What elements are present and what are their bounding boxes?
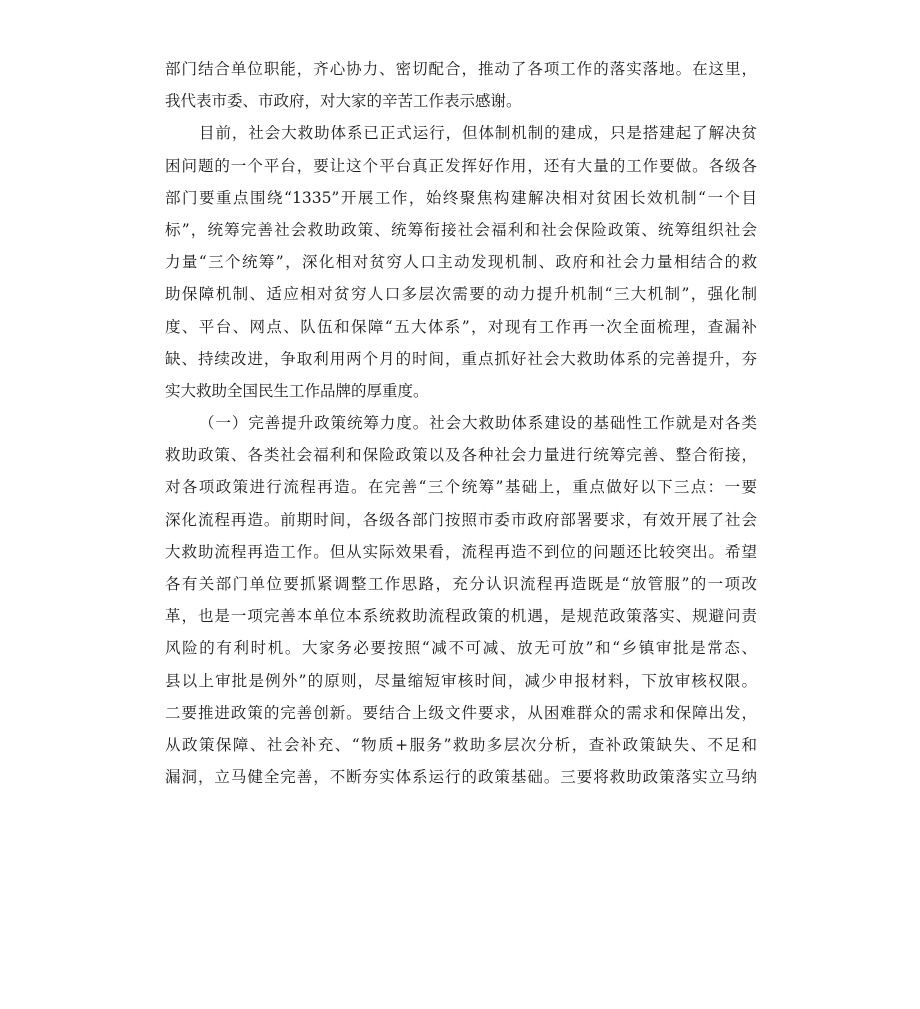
text-line: 助保障机制、适应相对贫穷人口多层次需要的动力提升机制“三大机制”，强化制 bbox=[165, 285, 757, 304]
text-line: 救助政策、各类社会福利和保险政策以及各种社会力量进行统筹完善、整合衔接， bbox=[165, 446, 757, 465]
text-line: 各有关部门单位要抓紧调整工作思路，充分认识流程再造既是“放管服”的一项改 bbox=[165, 575, 757, 593]
body-text bbox=[165, 53, 757, 793]
text-line: 深化流程再造。前期时间，各级各部门按照市委市政府部署要求，有效开展了社会 bbox=[165, 510, 757, 529]
text-line: 大救助流程再造工作。但从实际效果看，流程再造不到位的问题还比较突出。希望 bbox=[165, 542, 757, 561]
text-line: 标”，统筹完善社会救助政策、统筹衔接社会福利和社会保险政策、统筹组织社会 bbox=[165, 220, 757, 239]
text-line: 漏洞，立马健全完善，不断夯实体系运行的政策基础。三要将救助政策落实立马纳 bbox=[165, 768, 757, 787]
text-line: 革，也是一项完善本单位本系统救助流程政策的机遇，是规范政策落实、规避问责 bbox=[165, 607, 757, 626]
text-line: 对各项政策进行流程再造。在完善“三个统筹”基础上，重点做好以下三点：一要 bbox=[165, 478, 757, 497]
text-line: 二要推进政策的完善创新。要结合上级文件要求，从困难群众的需求和保障出发， bbox=[165, 703, 757, 722]
text-line: 从政策保障、社会补充、“物质+服务”救助多层次分析，查补政策缺失、不足和 bbox=[165, 735, 757, 754]
text-line: 力量“三个统筹”，深化相对贫穷人口主动发现机制、政府和社会力量相结合的救 bbox=[165, 253, 757, 272]
paragraph-start-line: 目前，社会大救助体系已正式运行，但体制机制的建成，只是搭建起了解决贫 bbox=[199, 124, 757, 143]
paragraph-start-line: （一）完善提升政策统筹力度。社会大救助体系建设的基础性工作就是对各类 bbox=[199, 414, 757, 433]
text-line: 实大救助全国民生工作品牌的厚重度。 bbox=[165, 381, 429, 400]
text-line: 我代表市委、市政府，对大家的辛苦工作表示感谢。 bbox=[165, 92, 522, 111]
text-line: 缺、持续改进，争取利用两个月的时间，重点抓好社会大救助体系的完善提升，夯 bbox=[165, 349, 757, 368]
text-line: 风险的有利时机。大家务必要按照“减不可减、放无可放”和“乡镇审批是常态、 bbox=[165, 639, 757, 658]
text-line: 县以上审批是例外”的原则，尽量缩短审核时间，减少申报材料，下放审核权限。 bbox=[165, 671, 757, 690]
text-line: 度、平台、网点、队伍和保障“五大体系”，对现有工作再一次全面梳理，查漏补 bbox=[165, 317, 757, 336]
text-line: 部门结合单位职能，齐心协力、密切配合，推动了各项工作的落实落地。在这里， bbox=[165, 60, 757, 78]
text-line: 部门要重点围绕“1335”开展工作，始终聚焦构建解决相对贫困长效机制“一个目 bbox=[165, 188, 757, 207]
text-line: 困问题的一个平台，要让这个平台真正发挥好作用，还有大量的工作要做。各级各 bbox=[165, 156, 757, 175]
